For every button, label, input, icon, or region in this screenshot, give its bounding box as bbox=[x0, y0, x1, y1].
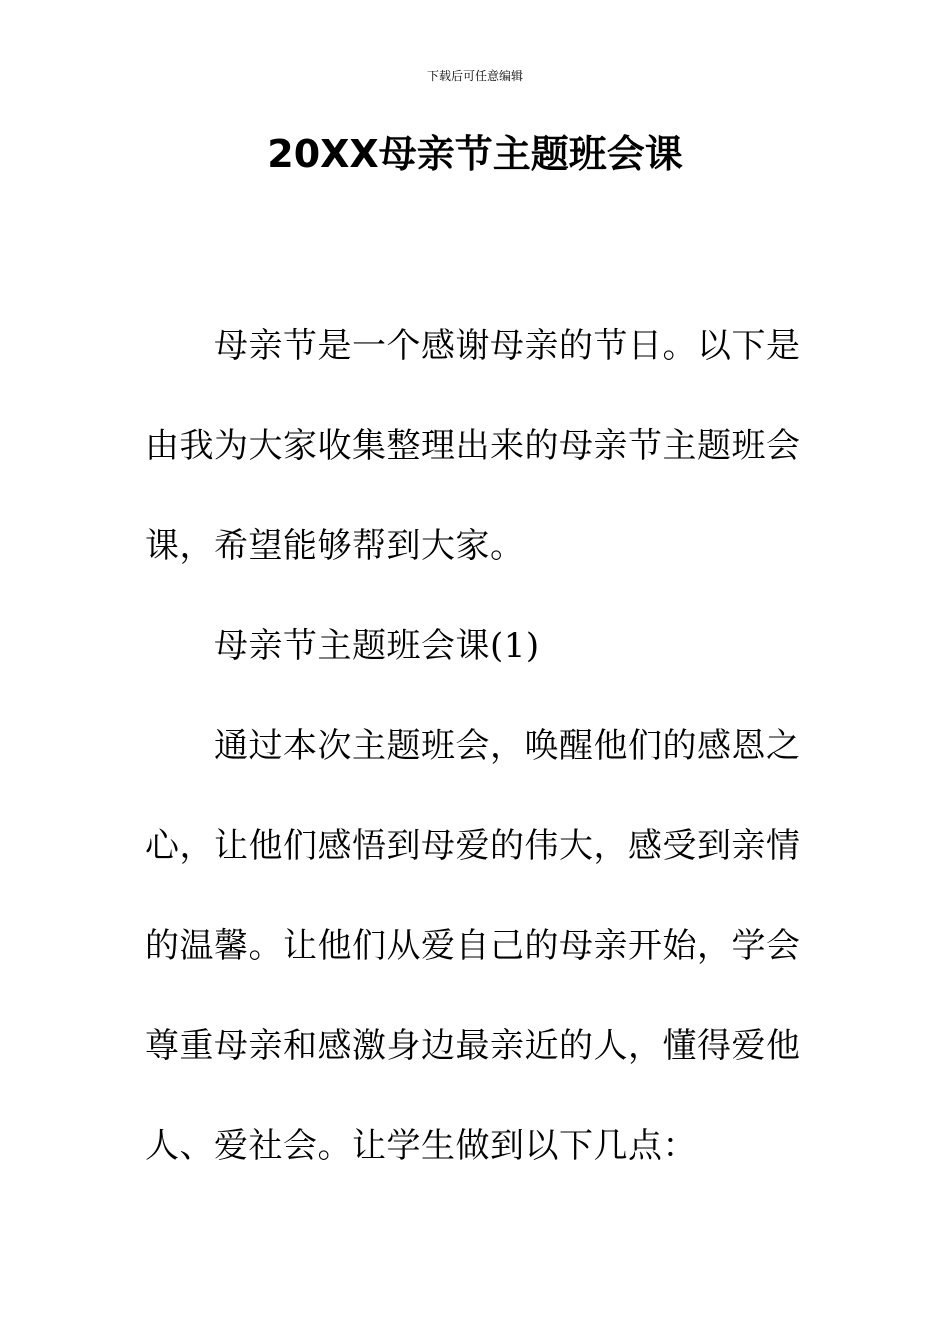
document-title: 20XX母亲节主题班会课 bbox=[267, 132, 683, 176]
document-body bbox=[145, 296, 805, 1196]
section-heading: 母亲节主题班会课(1) bbox=[214, 626, 540, 666]
body-paragraph: 通过本次主题班会，唤醒他们的感恩之心，让他们感悟到母爱的伟大，感受到亲情的温馨。让他们从爱自己的母亲开始，学会尊重母亲和感激身边最亲近的人，懂得爱他人、爱社会。让学生做到以下几点： bbox=[145, 726, 801, 1166]
intro-paragraph: 母亲节是一个感谢母亲的节日。以下是由我为大家收集整理出来的母亲节主题班会课，希望能够帮到大家。 bbox=[145, 326, 801, 566]
header-note: 下载后可任意编辑 bbox=[426, 69, 523, 83]
